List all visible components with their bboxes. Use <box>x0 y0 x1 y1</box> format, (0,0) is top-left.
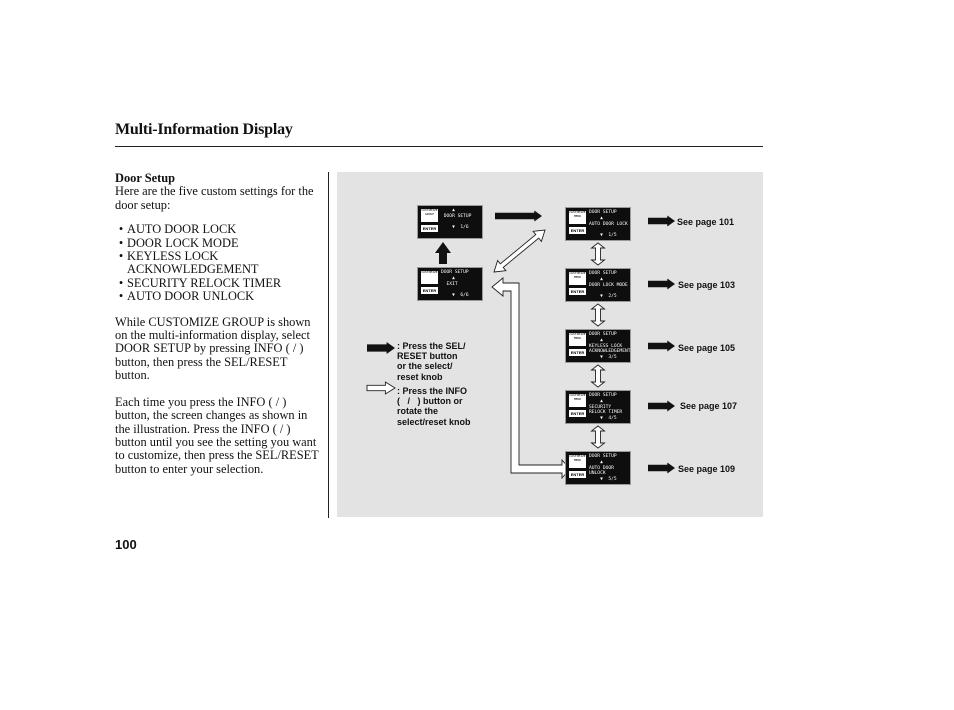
title-rule <box>115 146 763 147</box>
screen-text: DOOR SETUP ▲ EXIT ▼ 6/6 <box>441 270 469 299</box>
see-page-103: See page 103 <box>678 280 736 290</box>
see-page-arrow-1 <box>648 216 675 227</box>
list-item: • KEYLESS LOCK ACKNOWLEDGEMENT <box>115 250 320 277</box>
see-page-101: See page 101 <box>677 217 735 227</box>
page-number: 100 <box>115 537 137 552</box>
illustration-panel <box>337 172 763 517</box>
screen-group-label: CUSTOMIZE MENU <box>569 455 586 468</box>
info-arrow-4-5 <box>592 426 605 448</box>
settings-list <box>115 223 320 303</box>
screen-enter-label: ENTER <box>570 228 585 233</box>
see-page-105: See page 105 <box>678 343 736 353</box>
screen-enter-label: ENTER <box>422 288 437 293</box>
info-arrow-2-3 <box>592 304 605 326</box>
info-arrow-1-2 <box>592 243 605 265</box>
instruction-paragraph: While CUSTOMIZE GROUP is shown on the multi-information display, select DOOR SETUP by pressing INFO ( / ) button, then press the SEL/RESET button. <box>115 314 311 383</box>
screen-text: DOOR SETUP ▲ DOOR LOCK MODE ▼ 2/5 <box>589 271 628 300</box>
display-screen-door-setup <box>417 205 483 239</box>
screen-text: ▲ DOOR SETUP ▼ 1/6 <box>443 208 472 231</box>
legend-sel-arrow <box>367 342 395 354</box>
column-divider <box>328 172 329 518</box>
screen-group-label: CUSTOMIZE <box>421 271 438 284</box>
screen-group-label: CUSTOMIZE MENU <box>569 211 586 224</box>
see-page-arrow-3 <box>648 341 675 352</box>
screen-enter-label: ENTER <box>570 350 585 355</box>
intro-text: Here are the five custom settings for the door setup: <box>115 184 314 212</box>
see-page-arrow-2 <box>648 279 675 290</box>
screen-group-label: CUSTOMIZE MENU <box>569 394 586 407</box>
display-screen-security-relock <box>565 390 631 424</box>
display-screen-door-lock-mode <box>565 268 631 302</box>
section-heading: Door Setup <box>115 171 176 185</box>
left-column <box>115 172 320 476</box>
display-screen-auto-door-unlock <box>565 451 631 485</box>
legend-sel-text: : Press the SEL/ RESET button or the select/ reset knob <box>397 341 466 382</box>
screen-text: DOOR SETUP ▲ AUTO DOOR LOCK ▼ 1/5 <box>589 210 628 239</box>
list-item: • DOOR LOCK MODE <box>115 237 320 250</box>
instruction-paragraph: Each time you press the INFO ( / ) button, the screen changes as shown in the illustration. Press the INFO ( / ) button until you see the setting you want to customize, then press the SEL/RESET button to enter your selection. <box>115 394 319 476</box>
screen-enter-label: ENTER <box>570 411 585 416</box>
list-item: • SECURITY RELOCK TIMER <box>115 277 320 290</box>
sel-arrow-exit-to-door-setup <box>435 242 451 264</box>
sel-arrow-to-auto-door-lock <box>495 211 542 222</box>
screen-text: DOOR SETUP ▲ KEYLESS LOCK ACKNOWLEDGEMENT ▼ 3/5 <box>589 332 631 361</box>
info-arrow-3-4 <box>592 365 605 387</box>
screen-group-label: CUSTOMIZE MENU <box>569 333 586 346</box>
see-page-arrow-4 <box>648 401 675 412</box>
screen-text: DOOR SETUP ▲ SECURITY RELOCK TIMER ▼ 4/5 <box>589 393 623 422</box>
screen-enter-label: ENTER <box>570 289 585 294</box>
page-title: Multi-Information Display <box>115 121 293 138</box>
legend-info-text: : Press the INFO ( / ) button or rotate the select/reset knob <box>397 386 471 427</box>
screen-enter-label: ENTER <box>422 226 437 231</box>
list-item: • AUTO DOOR LOCK <box>115 223 320 236</box>
info-arrow-diagonal <box>494 230 545 272</box>
display-screen-exit <box>417 267 483 301</box>
legend-info-arrow <box>367 382 395 394</box>
see-page-arrow-5 <box>648 463 675 474</box>
screen-group-label: CUSTOMIZE GROUP <box>421 209 438 222</box>
screen-enter-label: ENTER <box>570 472 585 477</box>
see-page-109: See page 109 <box>678 464 736 474</box>
see-page-107: See page 107 <box>680 401 738 411</box>
screen-group-label: CUSTOMIZE MENU <box>569 272 586 285</box>
display-screen-auto-door-lock <box>565 207 631 241</box>
screen-text: DOOR SETUP ▲ AUTO DOOR UNLOCK ▼ 5/5 <box>589 454 617 483</box>
list-item: • AUTO DOOR UNLOCK <box>115 290 320 303</box>
display-screen-keyless-lock <box>565 329 631 363</box>
info-arrow-loop <box>492 278 570 478</box>
